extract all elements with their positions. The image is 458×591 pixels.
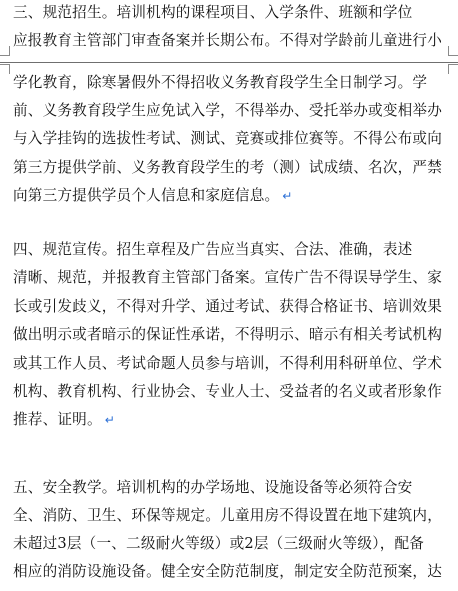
text-line: 三、规范招生。培训机构的课程项目、入学条件、班额和学位 bbox=[13, 4, 413, 21]
text-line: 学化教育，除寒暑假外不得招收义务教育段学生全日制学习。学 bbox=[13, 74, 428, 91]
text-line: 相应的消防设施设备。健全安全防范制度，制定安全防范预案，达 bbox=[13, 563, 443, 580]
paragraph-mark-icon: ↵ bbox=[104, 413, 116, 427]
text-line: 做出明示或者暗示的保证性承诺，不得明示、暗示有相关考试机构 bbox=[13, 326, 443, 343]
text-line: 五、安全教学。培训机构的办学场地、设施设备等必须符合安 bbox=[13, 479, 413, 496]
text-content: 推荐、证明。 bbox=[13, 411, 102, 428]
paragraph-mark-icon: ↵ bbox=[282, 189, 293, 203]
text-line: 与入学挂钩的选拔性考试、测试、竞赛或排位赛等。不得公布或向 bbox=[13, 130, 443, 147]
text-line: 未超过3层（一、二级耐火等级）或2层（三级耐火等级），配备 bbox=[13, 535, 425, 552]
text-line: 或其工作人员、考试命题人员参与培训，不得利用科研单位、学术 bbox=[13, 355, 443, 372]
text-line: 清晰、规范，并报教育主管部门备案。宣传广告不得误导学生、家 bbox=[13, 269, 443, 286]
text-line: 应报教育主管部门审查备案并长期公布。不得对学龄前儿童进行小 bbox=[13, 32, 443, 49]
text-line: 前、义务教育段学生应免试入学，不得举办、受托举办或变相举办 bbox=[13, 102, 443, 119]
text-content: 向第三方提供学员个人信息和家庭信息。 bbox=[13, 187, 280, 204]
text-line: 四、规范宣传。招生章程及广告应当真实、合法、准确，表述 bbox=[13, 241, 413, 258]
text-line: 第三方提供学前、义务教育段学生的考（测）试成绩、名次，严禁 bbox=[13, 159, 443, 176]
text-line: 长或引发歧义，不得对升学、通过考试、获得合格证书、培训效果 bbox=[13, 298, 443, 315]
text-line: 全、消防、卫生、环保等规定。儿童用房不得设置在地下建筑内， bbox=[13, 507, 443, 524]
text-line: 机构、教育机构、行业协会、专业人士、受益者的名义或者形象作 bbox=[13, 383, 443, 400]
